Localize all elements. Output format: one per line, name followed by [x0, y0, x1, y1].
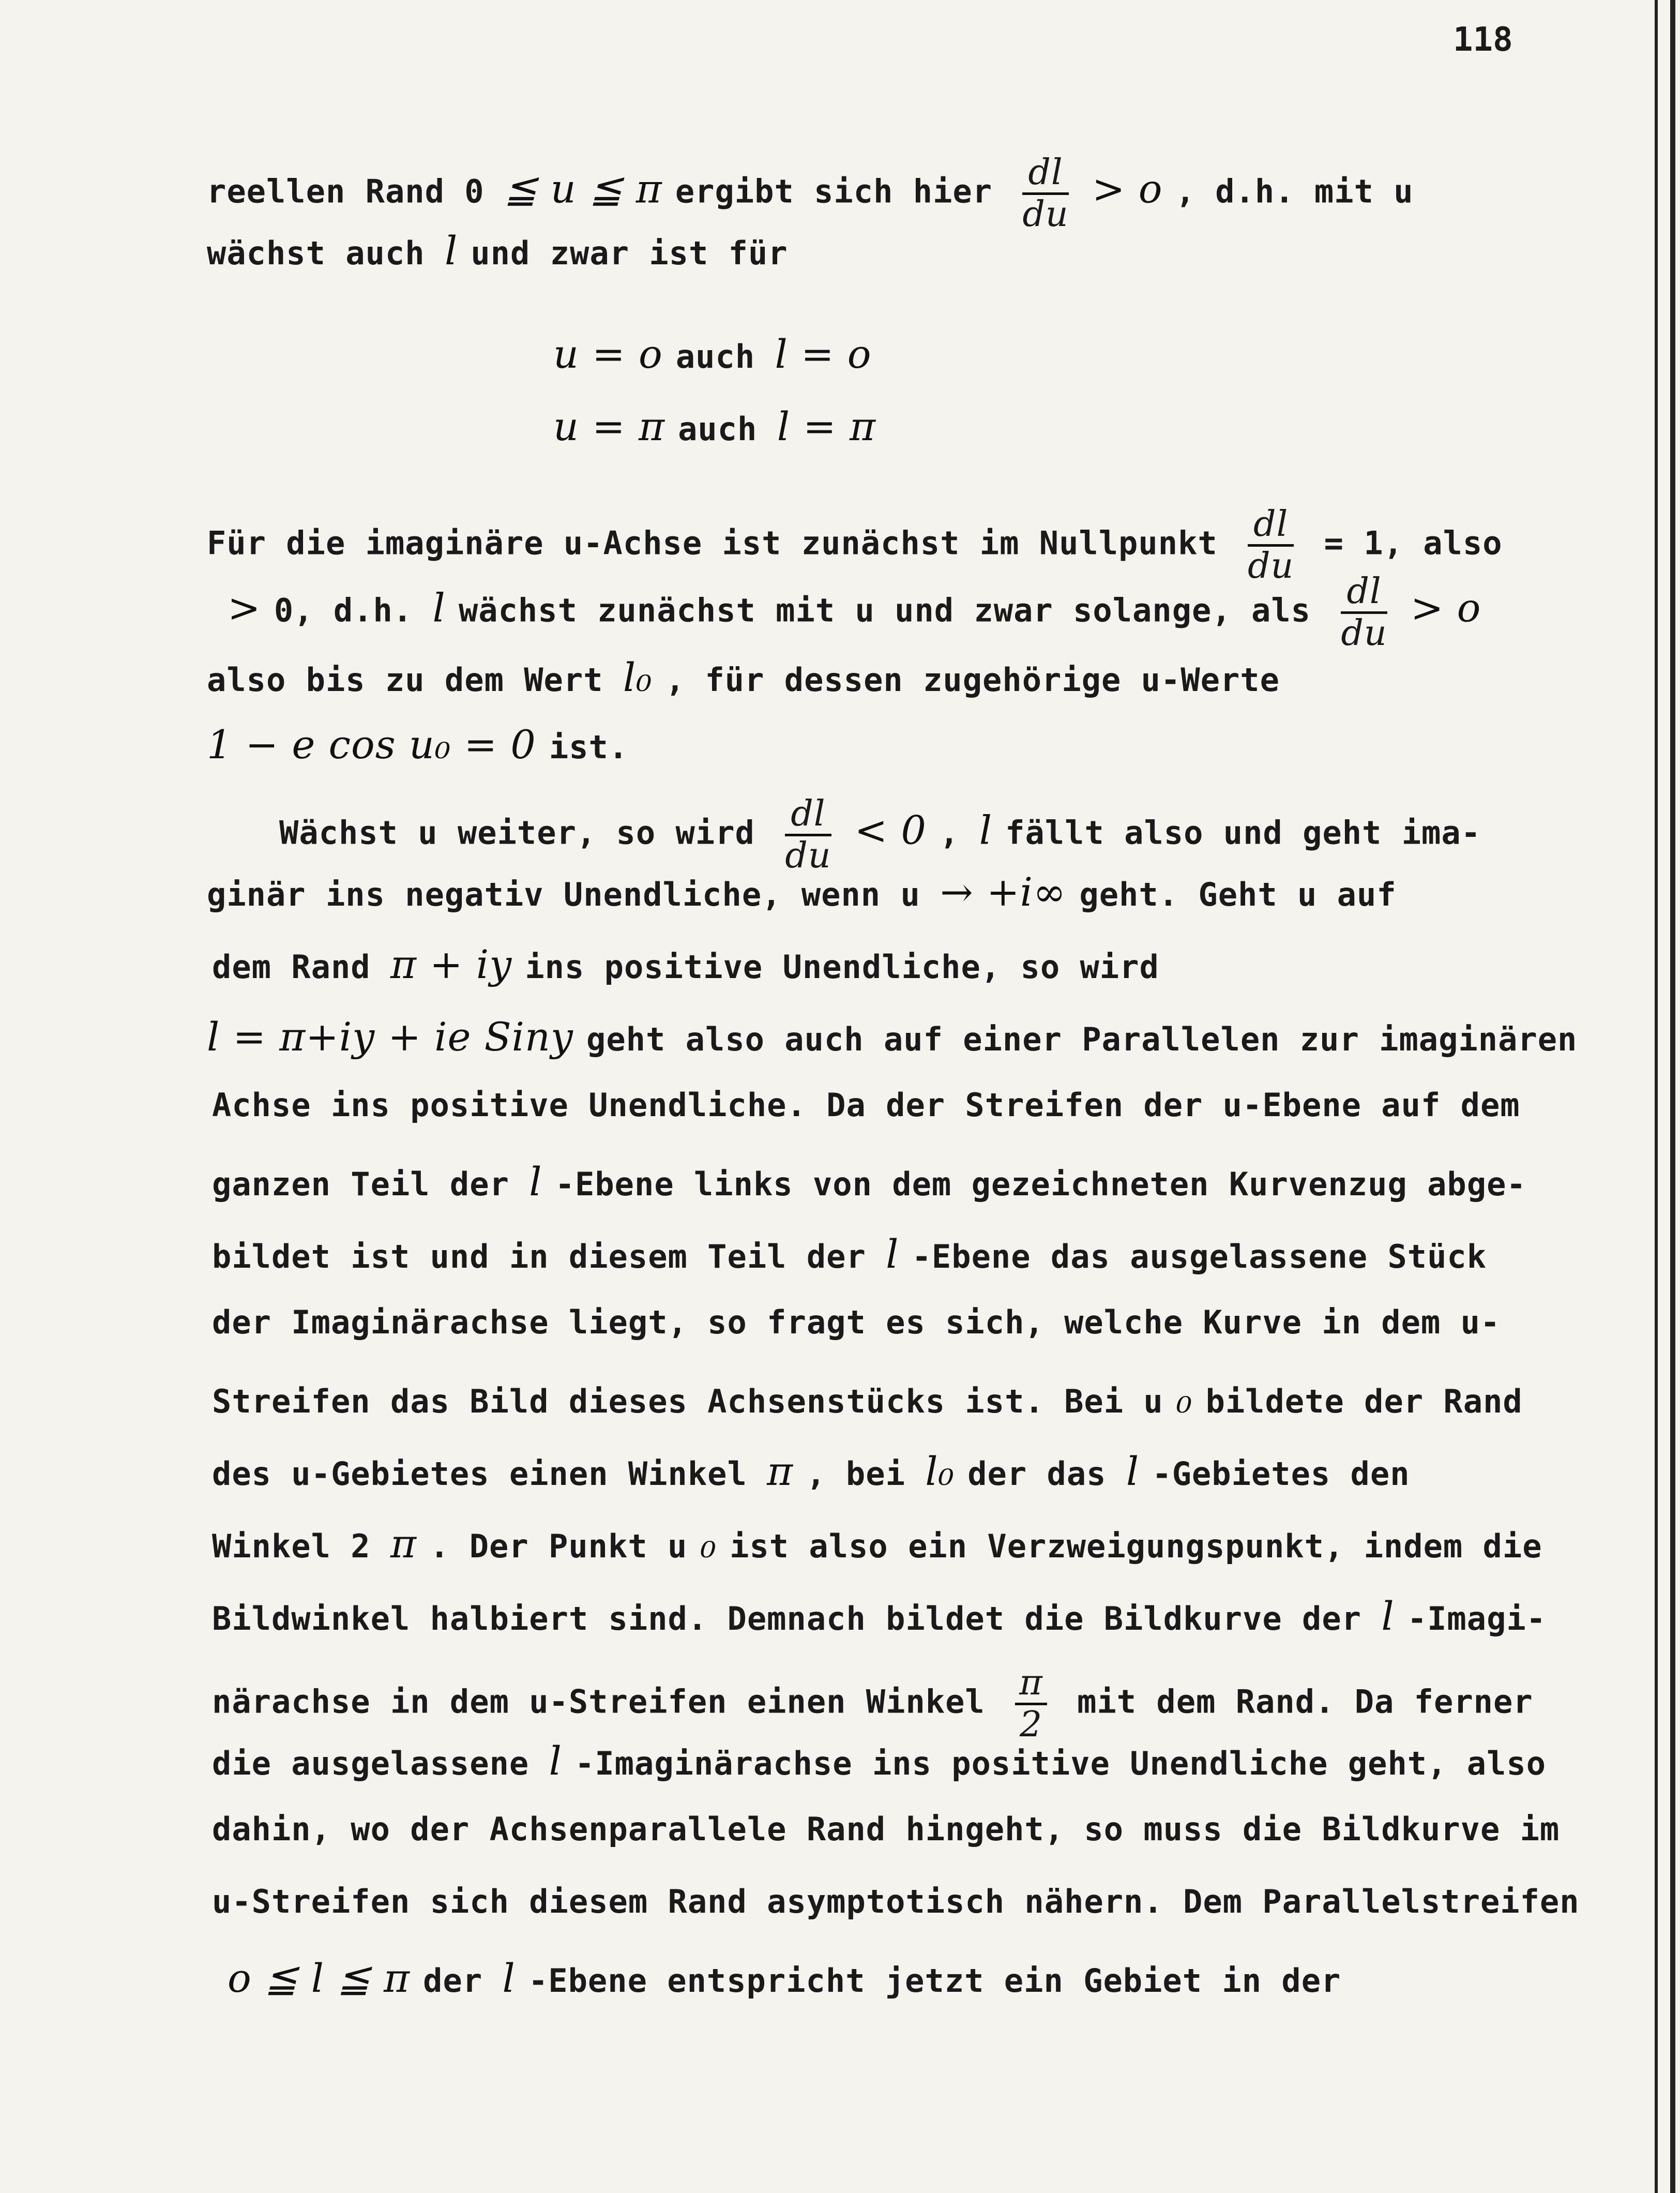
text-line — [212, 1159, 1526, 1205]
handwritten-formula: l — [502, 1955, 528, 2001]
handwritten-fraction — [1341, 571, 1387, 654]
handwritten-fraction — [1248, 504, 1294, 587]
typed-text: Winkel 2 — [212, 1527, 390, 1565]
handwritten-formula: l — [1126, 1448, 1153, 1494]
typed-text: der Imaginärachse liegt, so fragt es sich, welche Kurve in dem u- — [212, 1303, 1501, 1341]
fraction-numerator: dl — [1022, 155, 1068, 195]
typed-text: u-Streifen sich diesem Rand asymptotisch nähern. Dem Parallelstreifen — [212, 1883, 1580, 1920]
typed-text: ganzen Teil der — [212, 1165, 529, 1203]
typed-text: reellen Rand 0 — [207, 172, 504, 211]
handwritten-formula: l — [444, 228, 471, 274]
text-line — [212, 1376, 1523, 1422]
typed-text: 0, d.h. — [274, 591, 433, 629]
typed-text: dem Rand — [212, 948, 390, 986]
typed-text: Bildwinkel halbiert sind. Demnach bildet die Bildkurve der — [212, 1600, 1382, 1638]
typed-text: -Ebene links von dem gezeichneten Kurvenzug abge- — [555, 1165, 1526, 1203]
text-line — [212, 1231, 1487, 1277]
typed-text: auch — [675, 338, 775, 375]
text-line — [212, 1303, 1500, 1341]
typed-text: ginär ins negativ Unendliche, wenn u — [207, 876, 941, 913]
handwritten-formula: ₀ — [1163, 1376, 1206, 1422]
typed-text: mit dem Rand. Da ferner — [1057, 1683, 1533, 1721]
page-number: 118 — [1453, 21, 1513, 59]
typed-text: -Gebietes den — [1152, 1455, 1410, 1493]
typed-text: Streifen das Bild dieses Achsenstücks ist. Bei u — [212, 1383, 1163, 1420]
typed-text: . Der Punkt u — [430, 1527, 688, 1565]
text-line — [212, 1662, 1533, 1745]
text-line — [212, 1593, 1546, 1639]
typed-text: -Ebene entspricht jetzt ein Gebiet in der — [528, 1962, 1341, 2000]
typed-text: ist. — [549, 728, 629, 766]
page-edge-line — [1655, 0, 1658, 2193]
typed-text: Wächst u weiter, so wird — [279, 814, 775, 852]
text-line — [207, 1014, 1577, 1060]
typed-text: ergibt sich hier — [675, 172, 1012, 211]
text-line — [207, 152, 1414, 235]
fraction-numerator: dl — [785, 797, 831, 836]
handwritten-formula: o ≦ l ≦ π — [228, 1955, 423, 2001]
typed-text: die ausgelassene — [212, 1745, 549, 1782]
text-line — [212, 1086, 1520, 1124]
fraction-denominator: du — [1022, 194, 1069, 235]
typed-text: -Imagi- — [1407, 1600, 1547, 1638]
text-line — [228, 571, 1481, 654]
handwritten-fraction — [1015, 1662, 1047, 1745]
typed-text: , bei — [806, 1455, 926, 1493]
handwritten-formula: l — [1381, 1593, 1407, 1639]
handwritten-formula: 1 − e cos u₀ = 0 — [207, 722, 549, 768]
typed-text: = 1, also — [1304, 524, 1503, 562]
typed-text: also bis zu dem Wert — [207, 661, 623, 699]
typed-text: und zwar ist für — [471, 234, 788, 272]
typed-text: bildete der Rand — [1205, 1383, 1523, 1420]
handwritten-formula: l — [886, 1231, 912, 1277]
typed-text: dahin, wo der Achsenparallele Rand hingeht, so muss die Bildkurve im — [212, 1810, 1560, 1848]
handwritten-fraction — [785, 793, 831, 876]
typed-text: der das — [967, 1455, 1126, 1493]
text-line — [207, 504, 1503, 587]
fraction-denominator: 2 — [1019, 1704, 1043, 1745]
text-line — [228, 1955, 1341, 2001]
handwritten-formula: l — [549, 1738, 576, 1784]
handwritten-fraction — [1022, 152, 1069, 235]
text-line — [212, 941, 1159, 987]
handwritten-formula: π + iy — [390, 941, 525, 987]
handwritten-formula: > — [228, 584, 274, 631]
text-line — [207, 722, 628, 768]
text-line — [553, 331, 872, 377]
typed-text: närachse in dem u-Streifen einen Winkel — [212, 1683, 1005, 1721]
typed-text: geht. Geht u auf — [1079, 876, 1397, 913]
typed-text: -Imaginärachse ins positive Unendliche geht, also — [575, 1745, 1547, 1782]
fraction-numerator: dl — [1341, 574, 1387, 614]
typed-text: Achse ins positive Unendliche. Da der Streifen der u-Ebene auf dem — [212, 1086, 1520, 1124]
handwritten-formula: l = o — [775, 331, 872, 377]
handwritten-formula: l = π+iy + ie Siny — [207, 1014, 587, 1060]
fraction-denominator: du — [1248, 546, 1294, 587]
fraction-denominator: du — [1341, 613, 1387, 654]
typed-text: geht also auch auf einer Parallelen zur imaginären — [586, 1020, 1578, 1058]
handwritten-formula: > o — [1397, 584, 1481, 631]
handwritten-formula: → +i∞ — [940, 869, 1080, 915]
handwritten-formula: π — [390, 1521, 430, 1567]
typed-text: , für dessen zugehörige u-Werte — [665, 661, 1280, 699]
handwritten-formula: l — [529, 1159, 555, 1205]
typed-text: ins positive Unendliche, so wird — [525, 948, 1159, 986]
typed-text: der — [423, 1962, 503, 2000]
handwritten-formula: l₀ — [623, 654, 665, 700]
text-line — [212, 1738, 1546, 1784]
typed-text: Für die imaginäre u-Achse ist zunächst im Nullpunkt — [207, 524, 1238, 562]
fraction-denominator: du — [785, 835, 831, 876]
text-line — [212, 1521, 1542, 1567]
typed-text: ist also ein Verzweigungspunkt, indem die — [730, 1527, 1542, 1565]
handwritten-formula: π — [767, 1448, 807, 1494]
fraction-numerator: dl — [1248, 507, 1294, 547]
handwritten-formula: ₀ — [687, 1521, 730, 1567]
typed-text: wächst auch — [207, 234, 445, 272]
text-line — [207, 654, 1280, 700]
typed-text: , — [940, 814, 979, 852]
typed-text: bildet ist und in diesem Teil der — [212, 1238, 886, 1275]
handwritten-formula: u = o — [553, 331, 676, 377]
handwritten-formula: l — [432, 584, 459, 631]
typed-text: auch — [678, 410, 777, 448]
handwritten-formula: ≦ u ≦ π — [504, 166, 675, 212]
text-line — [212, 1448, 1410, 1494]
handwritten-formula: > o — [1079, 166, 1176, 212]
text-line — [207, 228, 788, 274]
typed-text: , d.h. mit u — [1175, 172, 1414, 211]
handwritten-formula: u = π — [553, 403, 678, 449]
fraction-numerator: π — [1015, 1665, 1047, 1705]
text-line — [279, 793, 1481, 876]
handwritten-formula: l = π — [777, 403, 876, 449]
text-line — [553, 403, 876, 449]
handwritten-formula: < 0 — [841, 807, 940, 853]
text-line — [212, 1810, 1560, 1848]
typed-text: -Ebene das ausgelassene Stück — [912, 1238, 1487, 1275]
handwritten-formula: l — [979, 807, 1006, 853]
typed-text: fällt also und geht ima- — [1005, 814, 1481, 852]
typed-text: wächst zunächst mit u und zwar solange, als — [458, 591, 1331, 629]
typed-text: des u-Gebietes einen Winkel — [212, 1455, 767, 1493]
handwritten-formula: l₀ — [925, 1448, 968, 1494]
text-line — [207, 869, 1397, 915]
page-edge-line-outer — [1670, 0, 1675, 2193]
text-line — [212, 1883, 1580, 1920]
